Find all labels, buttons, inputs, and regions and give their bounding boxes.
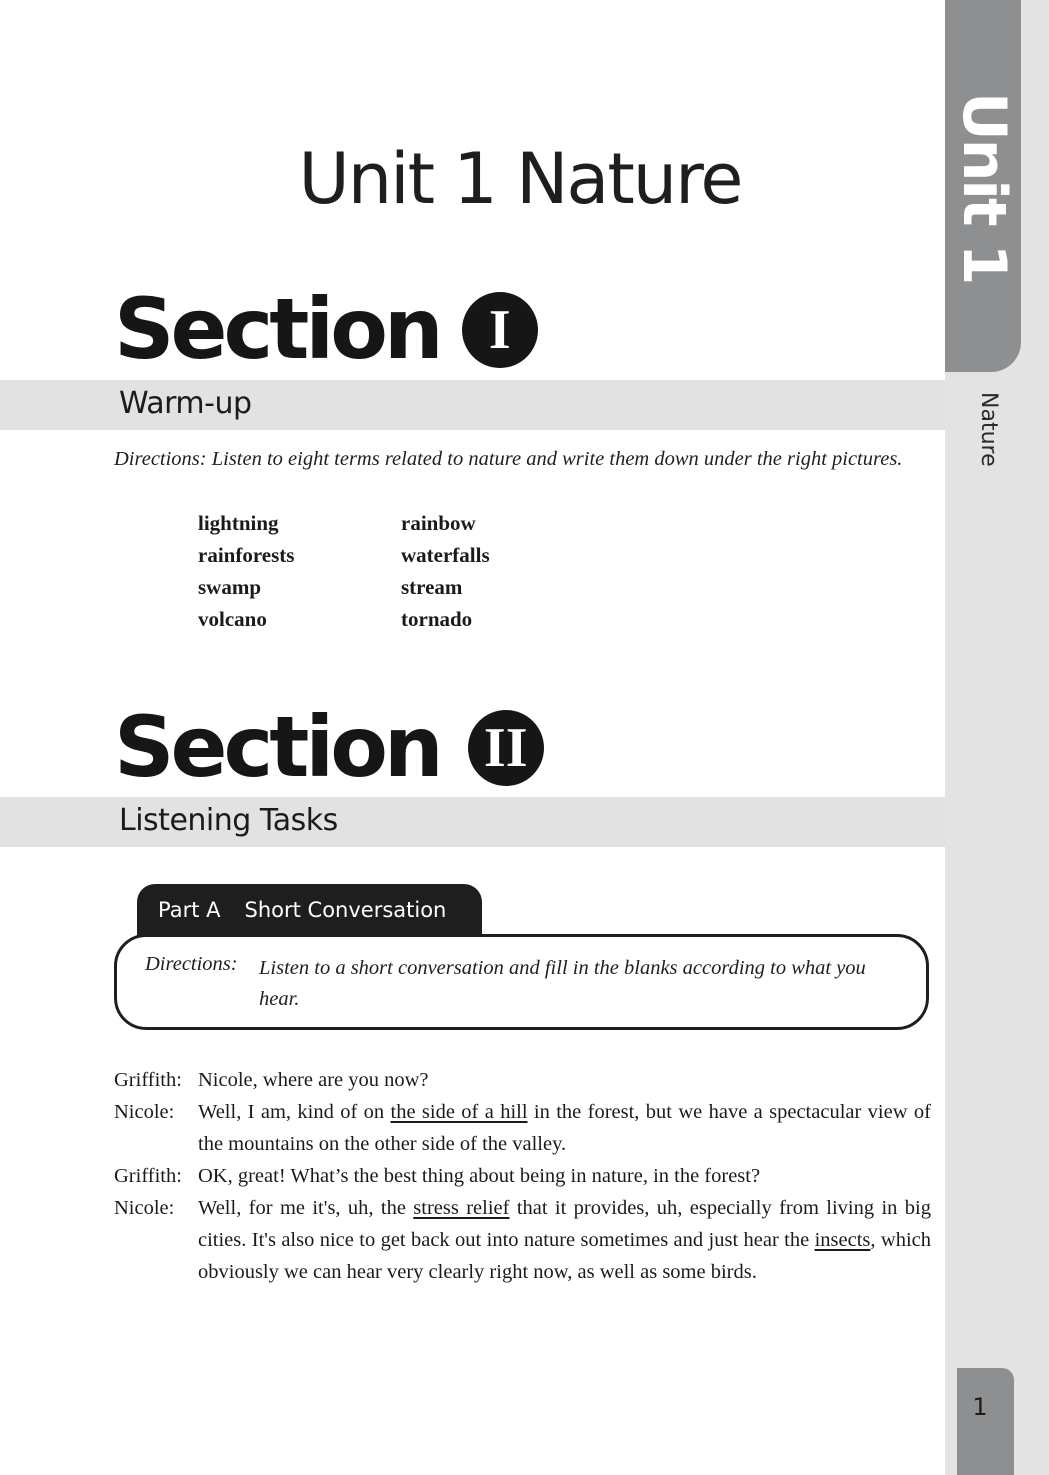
page-number: 1 xyxy=(972,1393,988,1421)
utterance-text: , which obviously we can hear very clearly right now, as well as some birds. xyxy=(198,1229,931,1283)
utterance-text: Well, I am, kind of on xyxy=(198,1101,391,1123)
utterance-text: Nicole, where are you now? xyxy=(198,1069,429,1091)
term: swamp xyxy=(198,575,262,599)
part-a-title: Short Conversation xyxy=(244,898,447,922)
utterance-text: in the forest, but we have a spectacular view of the mountains on the other side of the valley. xyxy=(198,1101,931,1155)
part-a-directions-text: Listen to a short conversation and fill in the blanks according to what you hear. xyxy=(259,957,866,1010)
utterance xyxy=(198,1064,931,1096)
utterance-text: Well, for me it's, uh, the xyxy=(198,1197,414,1219)
speaker-name: Nicole: xyxy=(114,1101,175,1123)
term: rainbow xyxy=(401,511,476,535)
side-topic-label: Nature xyxy=(976,392,1001,467)
speaker-name: Nicole: xyxy=(114,1197,175,1219)
term: volcano xyxy=(198,607,267,631)
side-unit-label: Unit 1 xyxy=(949,92,1019,284)
term: lightning xyxy=(198,511,279,535)
part-a-label: Part A xyxy=(158,898,221,922)
part-a-directions-label: Directions: xyxy=(145,953,238,975)
blank-answer: insects xyxy=(814,1229,871,1251)
term: tornado xyxy=(401,607,473,631)
blank-answer: the side of a hill xyxy=(390,1101,528,1123)
unit-title: Unit 1 Nature xyxy=(298,138,742,220)
speaker-name: Griffith: xyxy=(114,1069,182,1091)
term: stream xyxy=(401,575,463,599)
term-list xyxy=(198,507,558,635)
page-number-tab xyxy=(957,1368,1014,1475)
dialogue-turn xyxy=(114,1160,934,1192)
utterance xyxy=(198,1096,931,1160)
section-2-heading xyxy=(114,700,544,795)
dialogue xyxy=(114,1064,934,1288)
section-2-word: Section xyxy=(114,698,440,796)
term: rainforests xyxy=(198,543,295,567)
speaker-name: Griffith: xyxy=(114,1165,182,1187)
utterance-text: that it provides, uh, especially from living in big cities. It's also nice to get back out into nature sometimes and just hear the xyxy=(198,1197,931,1251)
dialogue-turn xyxy=(114,1064,934,1096)
section-1-word: Section xyxy=(114,280,440,378)
section-1-band xyxy=(0,380,945,430)
section-1-numeral-badge: I xyxy=(462,292,538,368)
section-2-subtitle: Listening Tasks xyxy=(119,803,338,838)
dialogue-turn xyxy=(114,1096,934,1160)
blank-answer: stress relief xyxy=(413,1197,510,1219)
part-a-tab xyxy=(137,884,482,936)
section-2-band xyxy=(0,797,945,847)
term: waterfalls xyxy=(401,543,490,567)
section-1-subtitle: Warm-up xyxy=(119,386,252,421)
section-1-heading xyxy=(114,282,538,377)
utterance xyxy=(198,1192,931,1288)
dialogue-turn xyxy=(114,1192,934,1288)
warmup-directions: Directions: Listen to eight terms related to nature and write them down under the right pictures. xyxy=(114,448,903,470)
utterance-text: OK, great! What’s the best thing about being in nature, in the forest? xyxy=(198,1165,761,1187)
section-2-numeral-badge: II xyxy=(468,710,544,786)
utterance xyxy=(198,1160,931,1192)
